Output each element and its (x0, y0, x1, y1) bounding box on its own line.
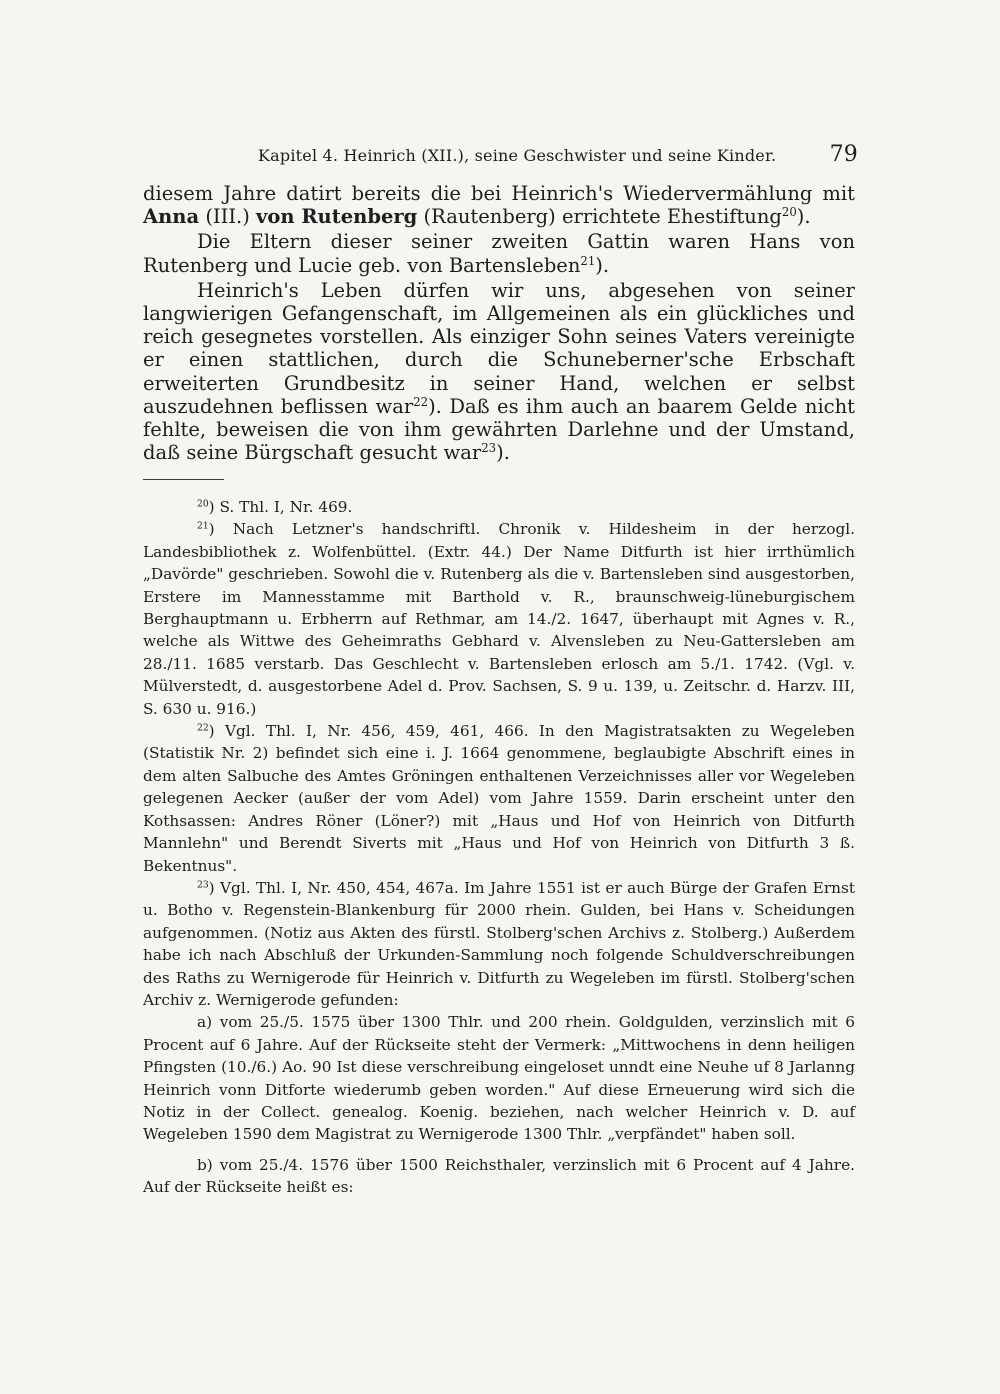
footnote-23-text: ) Vgl. Thl. I, Nr. 450, 454, 467a. Im Jahre 1551 ist er auch Bürge der Grafen Ernst u. Botho v. Regenstein-Blankenburg für 2000 rhein. Gulden, bei Hans v. Scheidungen aufgenommen. (Notiz aus Akten des fürstl. Stolberg'schen Archivs z. Stolberg.) Außerdem habe ich nach Abschluß der Urkunden-Sammlung noch folgende Schuldverschreibungen des Raths zu Wernigerode für Heinrich v. Ditfurth zu Wegeleben im fürstl. Stolberg'schen Archiv z. Wernigerode gefunden: (143, 878, 855, 1009)
name-anna: Anna (143, 205, 200, 229)
paragraph-3-close: ). (496, 441, 510, 465)
paragraph-1 (143, 182, 855, 228)
footnote-label-21: 21 (197, 520, 209, 532)
footnote-21-text: ) Nach Letzner's handschriftl. Chronik v. Hildesheim in der herzogl. Landesbibliothek z. Wolfenbüttel. (Extr. 44.) Der Name Ditfurth ist hier irrthümlich „Davörde" geschrieben. Sowohl die v. Rutenberg als die v. Bartensleben sind ausgestorben, Erstere im Mannesstamme mit Barthold v. R., braunschweig-lüneburgischem Berghauptmann u. Erbherrn auf Rethmar, am 14./2. 1647, überhaupt mit Agnes v. R., welche als Wittwe des Geheimraths Gebhard v. Alvensleben zu Neu-Gattersleben am 28./11. 1685 verstarb. Das Geschlecht v. Bartensleben erlosch am 5./1. 1742. (Vgl. v. Mülverstedt, d. ausgestorbene Adel d. Prov. Sachsen, S. 9 u. 139, u. Zeitschr. d. Harzv. III, S. 630 u. 916.) (143, 520, 855, 718)
footnote-ref-23[interactable]: 23 (481, 441, 497, 456)
paragraph-2-close: ). (595, 253, 610, 277)
main-text (143, 182, 855, 464)
footnote-ref-22[interactable]: 22 (413, 394, 429, 409)
name-von-rutenberg: von Rutenberg (256, 205, 418, 229)
paragraph-3 (143, 279, 855, 465)
footnote-label-22: 22 (197, 722, 209, 734)
footnote-23-item-a: a) vom 25./5. 1575 über 1300 Thlr. und 200 rhein. Goldgulden, verzinslich mit 6 Procent auf 6 Jahre. Auf der Rückseite steht der Vermerk: „Mittwochens in denn heiligen Pfingsten (10./6.) Ao. 90 Ist diese verschreibung eingeloset unndt eine Neuhe uf 8 Jarlanng Heinrich vonn Ditforte wiederumb geben worden." Auf diese Erneuerung wird sich die Notiz in der Collect. genealog. Koenig. beziehen, nach welcher Heinrich v. D. auf Wegeleben 1590 dem Magistrat zu Wernigerode 1300 Thlr. „verpfändet" haben soll. (143, 1013, 855, 1144)
paragraph-1-start: diesem Jahre datirt bereits die bei Heinrich's Wiedervermählung mit (143, 182, 855, 205)
footnote-20 (143, 496, 855, 518)
footnote-ref-21[interactable]: 21 (580, 253, 596, 268)
footnote-22 (143, 720, 855, 877)
paragraph-3-text-b: ). Daß es ihm auch an baarem Gelde nicht fehlte, beweisen die von ihm gewährten Darlehne und der Umstand, daß seine Bürgschaft gesucht war (143, 394, 855, 465)
running-title: Kapitel 4. Heinrich (XII.), seine Geschwister und seine Kinder. (258, 146, 777, 165)
paragraph-1-mid: (III.) (199, 205, 257, 229)
footnote-ref-20[interactable]: 20 (781, 205, 797, 220)
paragraph-1-end-text: (Rautenberg) errichtete Ehestiftung (417, 205, 782, 229)
footnote-label-20: 20 (197, 498, 209, 510)
paragraph-3-text-a: Heinrich's Leben dürfen wir uns, abgesehen von seiner langwierigen Gefangenschaft, im Allgemeinen als ein glückliches und reich gesegnetes vorstellen. Als einziger Sohn seines Vaters vereinigte er einen stattlichen, durch die Schuneberner'sche Erbschaft erweiterten Grundbesitz in seiner Hand, welchen er selbst auszudehnen beflissen war (143, 278, 855, 418)
footnote-21 (143, 518, 855, 720)
footnote-22-text: ) Vgl. Thl. I, Nr. 456, 459, 461, 466. In den Magistratsakten zu Wegeleben (Statistik Nr. 2) befindet sich eine i. J. 1664 genommene, beglaubigte Abschrift eines in dem alten Salbuche des Amtes Gröningen enthaltenen Verzeichnisses aller vor Wegeleben gelegenen Aecker (außer der vom Adel) vom Jahre 1559. Darin erscheint unter den Kothsassen: Andres Röner (Löner?) mit „Haus und Hof von Heinrich von Ditfurth Mannlehn" und Berendt Siverts mit „Haus und Hof von Heinrich von Ditfurth 3 ß. Bekentnus". (143, 722, 855, 875)
footnote-separator (143, 479, 224, 480)
running-header (258, 142, 858, 172)
paragraph-2 (143, 230, 855, 276)
paragraph-2-text: Die Eltern dieser seiner zweiten Gattin waren Hans von Rutenberg und Lucie geb. von Bartensleben (143, 230, 855, 277)
footnote-label-23: 23 (197, 879, 209, 891)
footnote-23-item-b: b) vom 25./4. 1576 über 1500 Reichsthaler, verzinslich mit 6 Procent auf 4 Jahre. Auf der Rückseite heißt es: (143, 1155, 855, 1197)
footnote-20-text: ) S. Thl. I, Nr. 469. (208, 498, 353, 516)
footnote-23 (143, 877, 855, 1011)
paragraph-1-close: ). (796, 205, 811, 229)
footnotes (143, 496, 855, 1199)
page-number: 79 (829, 142, 858, 167)
